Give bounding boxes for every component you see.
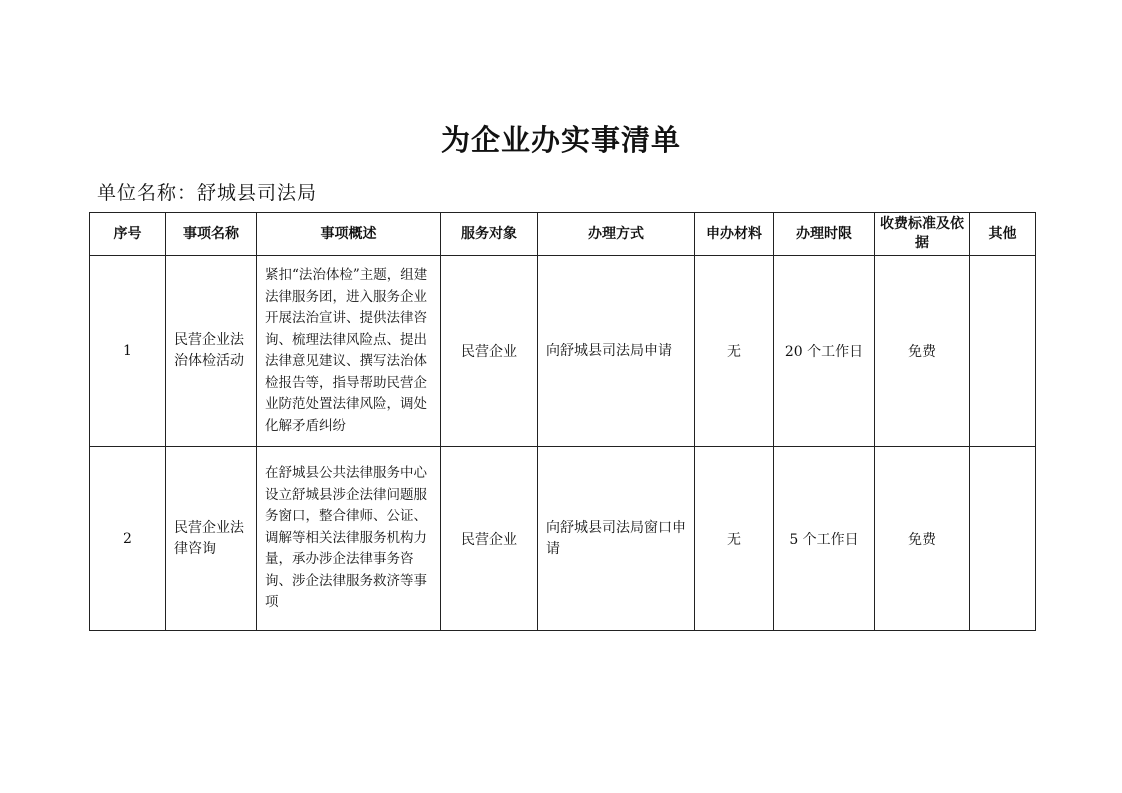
header-materials: 申办材料 xyxy=(695,213,774,256)
cell-method: 向舒城县司法局窗口申请 xyxy=(538,447,695,631)
document-title: 为企业办实事清单 xyxy=(440,123,681,157)
cell-other xyxy=(970,256,1036,447)
header-method: 办理方式 xyxy=(538,213,695,256)
cell-name: 民营企业法治体检活动 xyxy=(166,256,257,447)
table-header-row xyxy=(90,213,1036,256)
cell-fee: 免费 xyxy=(875,447,970,631)
unit-name-line: 单位名称：舒城县司法局 xyxy=(97,182,318,204)
table-row xyxy=(90,447,1036,631)
header-summary: 事项概述 xyxy=(257,213,441,256)
matters-table xyxy=(89,212,1036,631)
header-name: 事项名称 xyxy=(166,213,257,256)
cell-index: 1 xyxy=(90,256,166,447)
header-fee: 收费标准及依据 xyxy=(875,213,970,256)
header-target: 服务对象 xyxy=(441,213,538,256)
cell-other xyxy=(970,447,1036,631)
cell-fee: 免费 xyxy=(875,256,970,447)
cell-materials: 无 xyxy=(695,256,774,447)
cell-materials: 无 xyxy=(695,447,774,631)
cell-summary: 紧扣“法治体检”主题，组建法律服务团，进入服务企业开展法治宣讲、提供法律咨询、梳理法律风险点、提出法律意见建议、撰写法治体检报告等，指导帮助民营企业防范处置法律风险，调处化解矛盾纠纷 xyxy=(257,256,441,447)
cell-target: 民营企业 xyxy=(441,256,538,447)
cell-time-limit: 5 个工作日 xyxy=(774,447,875,631)
header-index: 序号 xyxy=(90,213,166,256)
table-row xyxy=(90,256,1036,447)
cell-method: 向舒城县司法局申请 xyxy=(538,256,695,447)
header-time-limit: 办理时限 xyxy=(774,213,875,256)
cell-time-limit: 20 个工作日 xyxy=(774,256,875,447)
cell-target: 民营企业 xyxy=(441,447,538,631)
header-other: 其他 xyxy=(970,213,1036,256)
cell-index: 2 xyxy=(90,447,166,631)
cell-name: 民营企业法律咨询 xyxy=(166,447,257,631)
cell-summary: 在舒城县公共法律服务中心设立舒城县涉企法律问题服务窗口，整合律师、公证、调解等相关法律服务机构力量，承办涉企法律事务咨询、涉企法律服务救济等事项 xyxy=(257,447,441,631)
